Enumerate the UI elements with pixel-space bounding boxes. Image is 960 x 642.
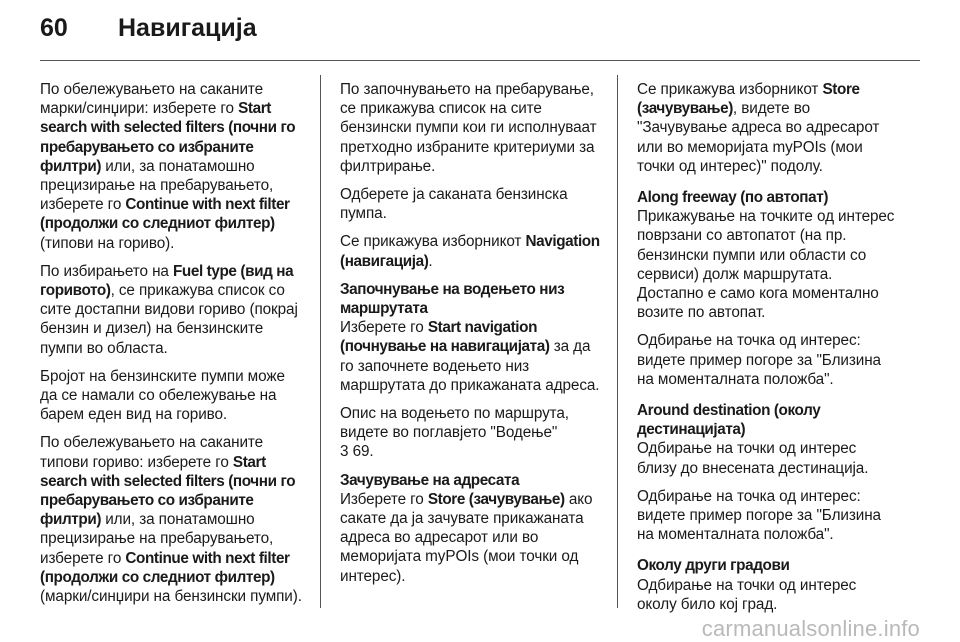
- column-3: [637, 80, 899, 623]
- page-number: 60: [40, 14, 68, 42]
- paragraph: Изберете го Start navigation (почнување на навигацијата) за да го започнете водењето низ маршрутата до прикажаната адреса.: [340, 319, 600, 394]
- column-divider-2: [617, 75, 618, 608]
- paragraph: Се прикажува изборникот Navigation (навигација).: [340, 233, 600, 270]
- page-reference-icon: 3: [340, 443, 349, 461]
- section-heading: Околу други градови: [637, 557, 790, 575]
- header-rule: [40, 60, 920, 61]
- chapter-title: Навигација: [118, 14, 257, 42]
- paragraph: Одбирање на точка од интерес: видете пример погоре за "Близина на моменталната положба".: [637, 332, 881, 388]
- column-divider-1: [320, 75, 321, 608]
- menu-term: Start search with selected filters (почни го пребарувањето со избраните филтри): [40, 453, 296, 529]
- section-heading: Around destination (околу дестинацијата): [637, 402, 821, 439]
- paragraph: Одберете ја саканата бензинска пумпа.: [340, 186, 568, 223]
- menu-term: Start search with selected filters (почни го пребарувањето со избраните филтри): [40, 100, 296, 175]
- menu-term: Continue with next filter (продолжи со следниот филтер): [40, 196, 290, 233]
- watermark: carmanualsonline.info: [701, 616, 920, 641]
- menu-term: Start navigation (почнување на навигацијата): [340, 319, 550, 356]
- menu-term: Navigation (навигација): [340, 233, 600, 270]
- column-1: [40, 80, 302, 615]
- paragraph: По избирањето на Fuel type (вид на горивото), се прикажува список со сите достапни видови гориво (покрај бензин и дизел) на бензинските пумпи во областа.: [40, 262, 298, 357]
- section-heading: Зачувување на адресата: [340, 471, 520, 489]
- menu-term: Store (зачувување): [637, 81, 860, 118]
- paragraph: Одбирање на точки од интерес близу до внесената дестинација.: [637, 440, 869, 477]
- paragraph: Се прикажува изборникот Store (зачувување), видете во "Зачувување адреса во адресарот или во меморијата myPOIs (мои точки од интерес)" подолу.: [637, 81, 880, 175]
- section-heading: Along freeway (по автопат): [637, 189, 829, 207]
- column-2: [340, 80, 602, 595]
- menu-term: Fuel type (вид на горивото): [40, 262, 294, 300]
- menu-term: Store (зачувување): [427, 490, 565, 508]
- paragraph: Прикажување на точките од интерес поврзани со автопатот (на пр. бензински пумпи или области со сервиси) долж маршрутата. Достапно е само кога моментално возите по автопат.: [637, 208, 895, 322]
- paragraph: Бројот на бензинските пумпи може да се намали со обележување на барем еден вид на гориво.: [40, 367, 285, 424]
- page-header: [40, 14, 257, 43]
- paragraph: По обележувањето на саканите марки/синџири: изберете го Start search with selected filters (почни го пребарувањето со избраните филтри) или, за понатамошно прецизирање на пребарувањето, изберете го Continue with next filter (продолжи со следниот филтер) (типови на гориво).: [40, 81, 296, 252]
- menu-term: Continue with next filter (продолжи со следниот филтер): [40, 549, 290, 586]
- paragraph: Одбирање на точка од интерес: видете пример погоре за "Близина на моменталната положба".: [637, 487, 881, 544]
- section-heading: Започнување на водењето низ маршрутата: [340, 280, 565, 318]
- paragraph: По започнувањето на пребарување, се прикажува список на сите бензински пумпи кои ги исполнуваат претходно избраните критериуми за филтрирање.: [340, 81, 597, 175]
- paragraph: Одбирање на точки од интерес околу било кој град.: [637, 576, 857, 613]
- paragraph: По обележувањето на саканите типови гориво: изберете го Start search with selected filters (почни го пребарувањето со избраните филтри) или, за понатамошно прецизирање на пребарувањето, изберете го Continue with next filter (продолжи со следниот филтер) (марки/синџири на бензински пумпи).: [40, 434, 302, 606]
- paragraph: Изберете го Store (зачувување) ако сакате да ја зачувате прикажаната адреса во адресарот или во меморијата myPOIs (мои точки од интерес).: [340, 490, 593, 585]
- paragraph: Опис на водењето по маршрута, видете во поглавјето "Водење" 3 69.: [340, 405, 569, 461]
